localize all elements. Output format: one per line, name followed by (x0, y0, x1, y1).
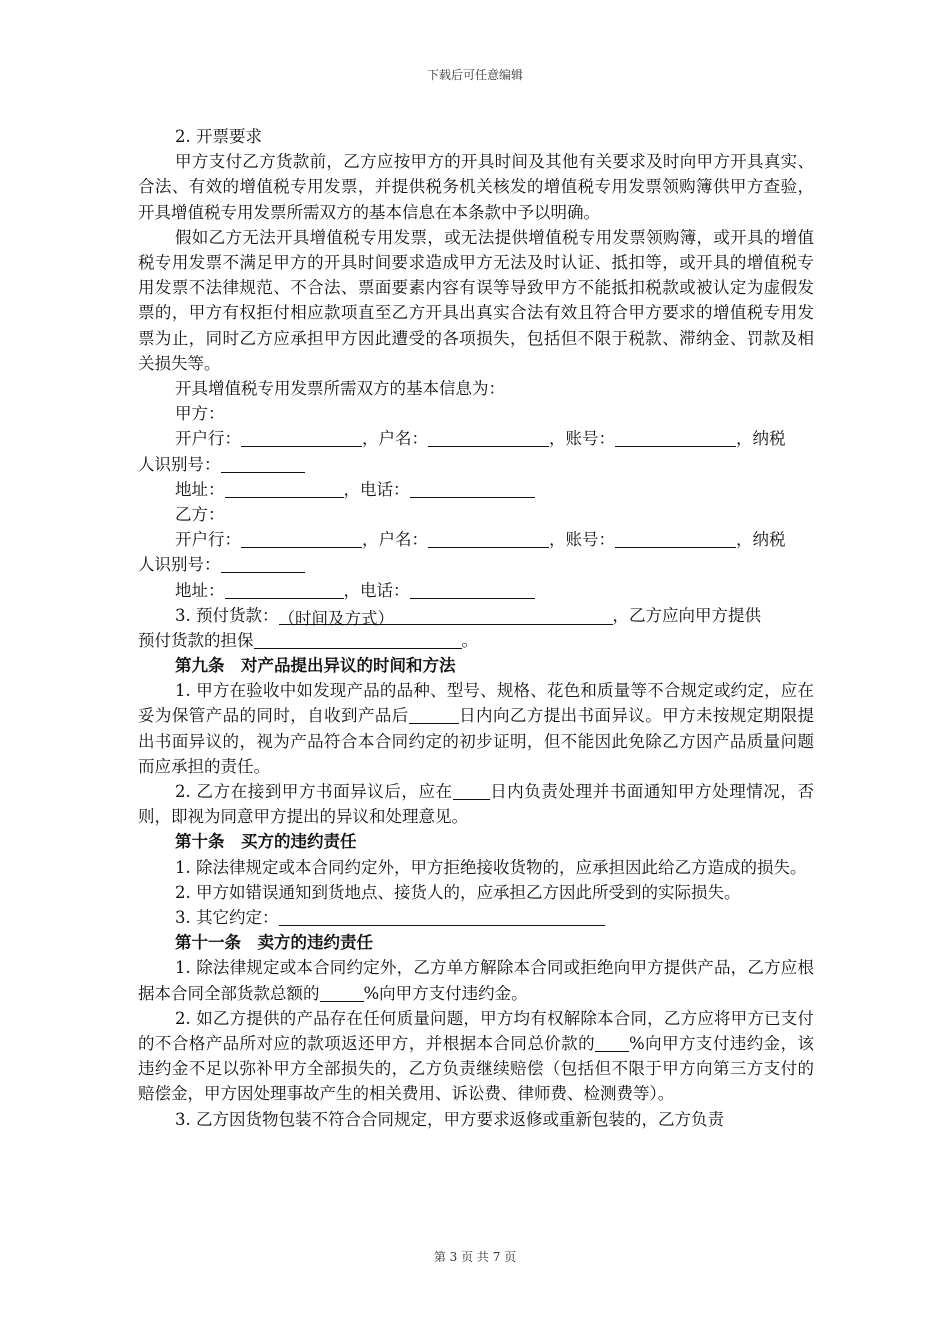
article-9-paragraph-1 (138, 678, 814, 779)
address-label: 地址： (175, 479, 225, 499)
other-agreement-field[interactable] (279, 907, 605, 926)
article-11-title: 第十一条 卖方的违约责任 (175, 933, 373, 953)
period: 。 (461, 630, 478, 650)
party-b-tax-row (138, 552, 814, 577)
prepay-guarantee-field[interactable] (254, 630, 462, 649)
party-b-bank-row (138, 527, 814, 552)
article-9-p2-text-a: 2. 乙方在接到甲方书面异议后，应在 (175, 782, 453, 802)
basic-info-label: 开具增值税专用发票所需双方的基本信息为： (175, 379, 505, 399)
party-b-label: 乙方： (175, 504, 225, 524)
article-9-p1-text-a: 1. 甲方在验收中如发现产品的品种、型号、规格、花色和质量等不合规定或约定，应在妥为保管产品的同时，自收到产品后 (138, 681, 814, 726)
article-9-title: 第九条 对产品提出异议的时间和方法 (175, 656, 456, 676)
page-header: 下载后可任意编辑 (426, 68, 523, 82)
prepay-hint: （时间及方式） (278, 608, 394, 628)
party-a-label: 甲方： (175, 404, 225, 424)
article-10-other-row (138, 905, 814, 930)
address-label: 地址： (175, 580, 225, 600)
prepay-guarantee-label: 预付货款的担保 (138, 630, 254, 650)
article-10-title: 第十条 买方的违约责任 (175, 832, 357, 852)
account-no-label: ，账号： (549, 429, 615, 449)
tax-id-label-b: 人识别号： (138, 555, 221, 575)
party-a-address-field[interactable] (225, 479, 344, 498)
party-a-bank-field[interactable] (241, 428, 362, 447)
tax-id-label-a: ，纳税 (736, 530, 786, 550)
phone-label: ，电话： (343, 479, 410, 499)
objection-days-field[interactable] (409, 705, 459, 724)
article-11-p1-text-a: 1. 除法律规定或本合同约定外，乙方单方解除本合同或拒绝向甲方提供产品，乙方应根据本合同全部货款总额的 (138, 958, 814, 1003)
article-9-paragraph-2 (138, 779, 814, 829)
penalty-percent-field-1[interactable] (320, 983, 364, 1002)
party-b-phone-field[interactable] (410, 580, 535, 599)
account-no-label: ，账号： (549, 530, 615, 550)
prepay-field[interactable] (278, 606, 613, 628)
article-9-p1-text-b: 日内向乙方提出书面异议。甲方未按规定期限提出书面异议的，视为产品符合本合同约定的初步证明，但不能因此免除乙方因产品质量问题而应承担的责任。 (138, 706, 815, 776)
tax-id-label-b: 人识别号： (138, 454, 221, 474)
prepay-label: 3. 预付货款： (175, 605, 279, 625)
section-invoice-title: 2. 开票要求 (175, 127, 262, 146)
tax-id-label-a: ，纳税 (736, 429, 786, 449)
article-11-p2-text-b: %向甲方支付违约金，该违约金不足以弥补甲方全部损失的，乙方负责继续赔偿（包括但不限于甲方向第三方支付的赔偿金，甲方因处理事故产生的相关费用、诉讼费、律师费、检测费等）。 (138, 1034, 814, 1104)
party-b-bank-field[interactable] (241, 529, 362, 548)
party-a-phone-field[interactable] (410, 479, 535, 498)
document-body (138, 124, 814, 1132)
article-11-p2-text-a: 2. 如乙方提供的产品存在任何质量问题，甲方均有权解除本合同，乙方应将甲方已支付的不合格产品所对应的款项返还甲方，并根据本合同总价款的 (138, 1008, 814, 1054)
article-10-paragraph-2: 2. 甲方如错误通知到货地点、接货人的，应承担乙方因此所受到的实际损失。 (175, 882, 741, 902)
party-a-account-name-field[interactable] (428, 428, 549, 447)
other-agreement-label: 3. 其它约定： (175, 908, 279, 928)
article-10-paragraph-1: 1. 除法律规定或本合同约定外，甲方拒绝接收货物的，应承担因此给乙方造成的损失。 (175, 857, 807, 877)
party-a-bank-row (138, 426, 814, 451)
invoice-paragraph-1: 甲方支付乙方货款前，乙方应按甲方的开具时间及其他有关要求及时向甲方开具真实、合法、有效的增值税专用发票，并提供税务机关核发的增值税专用发票领购簿供甲方查验，开具增值税专用发票所需双方的基本信息在本条款中予以明确。 (138, 152, 814, 222)
bank-label: 开户行： (175, 530, 241, 550)
article-11-paragraph-2 (138, 1006, 814, 1107)
party-a-tax-id-field[interactable] (221, 454, 305, 473)
article-11-paragraph-3: 3. 乙方因货物包装不符合合同规定，甲方要求返修或重新包装的，乙方负责 (175, 1109, 724, 1129)
penalty-percent-field-2[interactable] (595, 1033, 629, 1052)
prepay-guarantee-row (138, 628, 814, 653)
phone-label: ，电话： (343, 580, 410, 600)
party-b-address-field[interactable] (225, 580, 344, 599)
party-a-address-row (138, 477, 814, 502)
invoice-paragraph-2: 假如乙方无法开具增值税专用发票，或无法提供增值税专用发票领购簿，或开具的增值税专用发票不满足甲方的开具时间要求造成甲方无法及时认证、抵扣等，或开具的增值税专用发票不法律规范、不合法、票面要素内容有误等导致甲方不能抵扣税款或被认定为虚假发票的，甲方有权拒付相应款项直至乙方开具出真实合法有效且符合甲方要求的增值税专用发票为止，同时乙方应承担甲方因此遭受的各项损失，包括但不限于税款、滞纳金、罚款及相关损失等。 (138, 227, 814, 373)
party-b-address-row (138, 578, 814, 603)
article-9-p2-text-b: 日内负责处理并书面通知甲方处理情况，否则，即视为同意甲方提出的异议和处理意见。 (138, 782, 814, 827)
bank-label: 开户行： (175, 429, 241, 449)
party-a-tax-row (138, 452, 814, 477)
prepay-tail: ，乙方应向甲方提供 (612, 605, 761, 625)
party-a-account-no-field[interactable] (615, 428, 736, 447)
prepay-row (138, 603, 814, 628)
article-11-paragraph-1 (138, 955, 814, 1005)
account-name-label: ，户名： (362, 530, 428, 550)
page-footer: 第 3 页 共 7 页 (433, 1250, 517, 1264)
party-b-account-no-field[interactable] (615, 529, 736, 548)
account-name-label: ，户名： (362, 429, 428, 449)
party-b-tax-id-field[interactable] (221, 554, 305, 573)
article-11-p1-text-b: %向甲方支付违约金。 (363, 983, 528, 1003)
handling-days-field[interactable] (453, 781, 490, 800)
party-b-account-name-field[interactable] (428, 529, 549, 548)
